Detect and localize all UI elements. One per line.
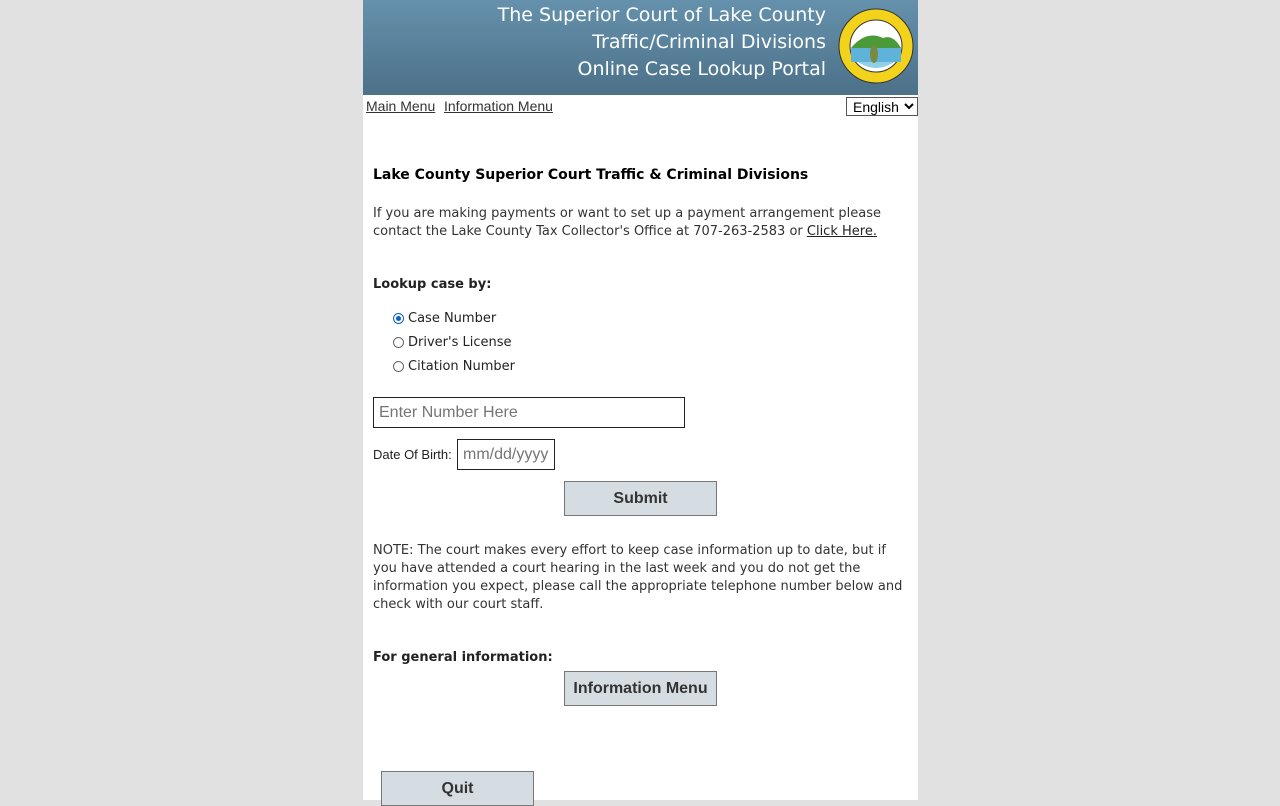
dob-input[interactable] xyxy=(457,439,555,470)
information-menu-link[interactable]: Information Menu xyxy=(444,98,553,114)
general-info-label: For general information: xyxy=(373,650,553,665)
header-title xyxy=(498,2,826,83)
submit-button[interactable]: Submit xyxy=(564,481,717,516)
header-line-1: The Superior Court of Lake County xyxy=(497,4,826,26)
dob-label: Date Of Birth: xyxy=(373,447,452,462)
radio-label: Citation Number xyxy=(408,359,516,374)
radio-label: Case Number xyxy=(408,311,497,326)
header-banner xyxy=(363,0,918,95)
court-seal-logo xyxy=(838,8,914,84)
radio-selected-icon[interactable] xyxy=(393,313,404,324)
lookup-label: Lookup case by: xyxy=(373,277,492,292)
radio-label: Driver's License xyxy=(408,335,512,350)
main-menu-link[interactable]: Main Menu xyxy=(366,98,436,114)
radio-case-number[interactable] xyxy=(393,311,496,326)
radio-unselected-icon[interactable] xyxy=(393,337,404,348)
payment-text: If you are making payments or want to set up a payment arrangement please contact the Lake County Tax Collector's Office at 707-263-2583 or xyxy=(373,206,881,239)
payment-click-here-link[interactable]: Click Here. xyxy=(806,224,877,239)
page-container xyxy=(363,0,918,800)
header-line-2: Traffic/Criminal Divisions xyxy=(592,31,826,53)
language-select[interactable] xyxy=(846,97,918,116)
quit-button[interactable]: Quit xyxy=(381,771,534,806)
header-line-3: Online Case Lookup Portal xyxy=(577,58,826,80)
case-number-input[interactable] xyxy=(373,397,685,428)
radio-drivers-license[interactable] xyxy=(393,335,512,350)
note-text: NOTE: The court makes every effort to keep case information up to date, but if you have attended a court hearing in the last week and you do not get the information you expect, please call the appropriate telephone number below and check with our court staff. xyxy=(373,543,903,612)
radio-unselected-icon[interactable] xyxy=(393,361,404,372)
information-menu-button[interactable]: Information Menu xyxy=(564,671,717,706)
nav-bar xyxy=(363,95,918,119)
page-title: Lake County Superior Court Traffic & Criminal Divisions xyxy=(373,167,809,183)
payment-info xyxy=(373,205,913,241)
radio-citation-number[interactable] xyxy=(393,359,515,374)
